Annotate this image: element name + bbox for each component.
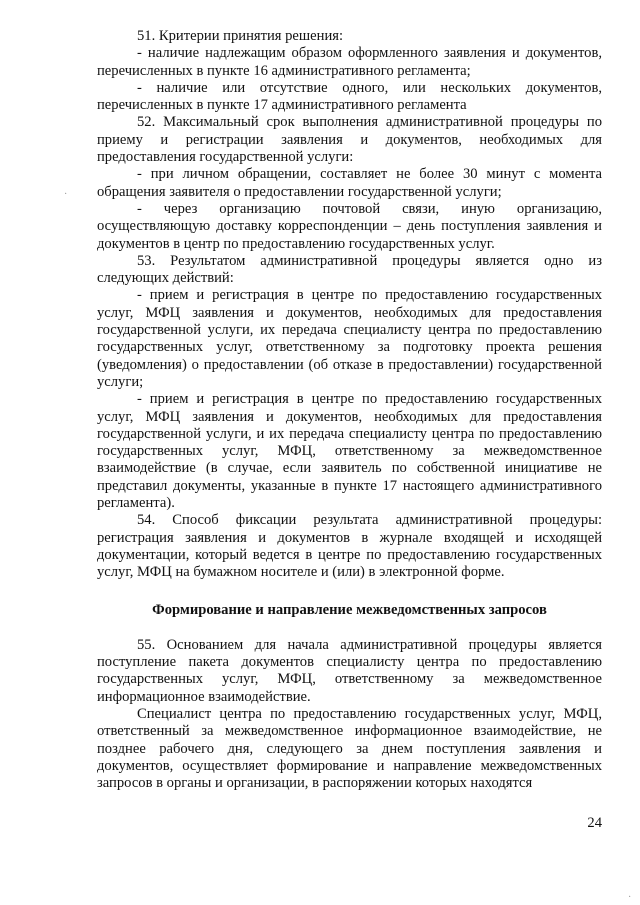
paragraph-term-postal: - через организацию почтовой связи, иную организацию, осуществляющую доставку корреспонденции – день поступления заявления и документов в центр по предоставлению государственных услуг. [97, 200, 602, 252]
page-number: 24 [587, 815, 602, 831]
paragraph-criterion-2: - наличие или отсутствие одного, или нескольких документов, перечисленных в пункте 17 административного регламента [97, 79, 602, 114]
section-heading: Формирование и направление межведомственных запросов [152, 601, 547, 618]
paragraph-specialist: Специалист центра по предоставлению государственных услуг, МФЦ, ответственный за межведомственное информационное взаимодействие, не позднее рабочего дня, следующего за днем поступления заявления и документов, осуществляет формирование и направление межведомственных запросов в органы и организации, в распоряжении которых находятся [97, 705, 602, 792]
paragraph-criterion-1: - наличие надлежащим образом оформленного заявления и документов, перечисленных в пункте 16 административного регламента; [97, 45, 602, 79]
paragraph-55-basis: 55. Основанием для начала административной процедуры является поступление пакета документов специалисту центра по предоставлению государственных услуг, МФЦ, ответственному за межведомственное информационное взаимодействие. [97, 636, 602, 705]
paragraph-54-fixation: 54. Способ фиксации результата административной процедуры: регистрация заявления и документов в журнале входящей и исходящей документации, который ведется в центре по предоставлению государственных услуг, МФЦ на бумажном носителе и (или) в электронной форме. [97, 512, 602, 581]
paragraph-result-1: - прием и регистрация в центре по предоставлению государственных услуг, МФЦ заявления и документов, необходимых для предоставления государственной услуги, их передача специалисту центра по предоставлению государственных услуг, ответственному за подготовку проекта решения (уведомления) о предоставлении (об отказе в предоставлении) государственной услуги; [97, 287, 602, 390]
document-page [97, 28, 602, 792]
paragraph-result-2: - прием и регистрация в центре по предоставлению государственных услуг, МФЦ заявления и документов, необходимых для предоставления государственной услуги, и их передача специалисту центра по предоставлению государственных услуг, МФЦ, ответственному за межведомственное взаимодействие (в случае, если заявитель по собственной инициативе не представил документы, указанные в пункте 17 настоящего административного регламента). [97, 391, 602, 512]
paragraph-term-personal: - при личном обращении, составляет не более 30 минут с момента обращения заявителя о предоставлении государственной услуги; [97, 166, 602, 200]
paragraph-53-result: 53. Результатом административной процедуры является одно из следующих действий: [97, 252, 602, 287]
paragraph-51-criteria: 51. Критерии принятия решения: [137, 28, 344, 44]
scan-artifact-dot: · [64, 189, 68, 200]
scan-artifact-dot: · [628, 892, 632, 903]
paragraph-52-max-term: 52. Максимальный срок выполнения административной процедуры по приему и регистрации заявления и документов, необходимых для предоставления государственной услуги: [97, 114, 602, 166]
